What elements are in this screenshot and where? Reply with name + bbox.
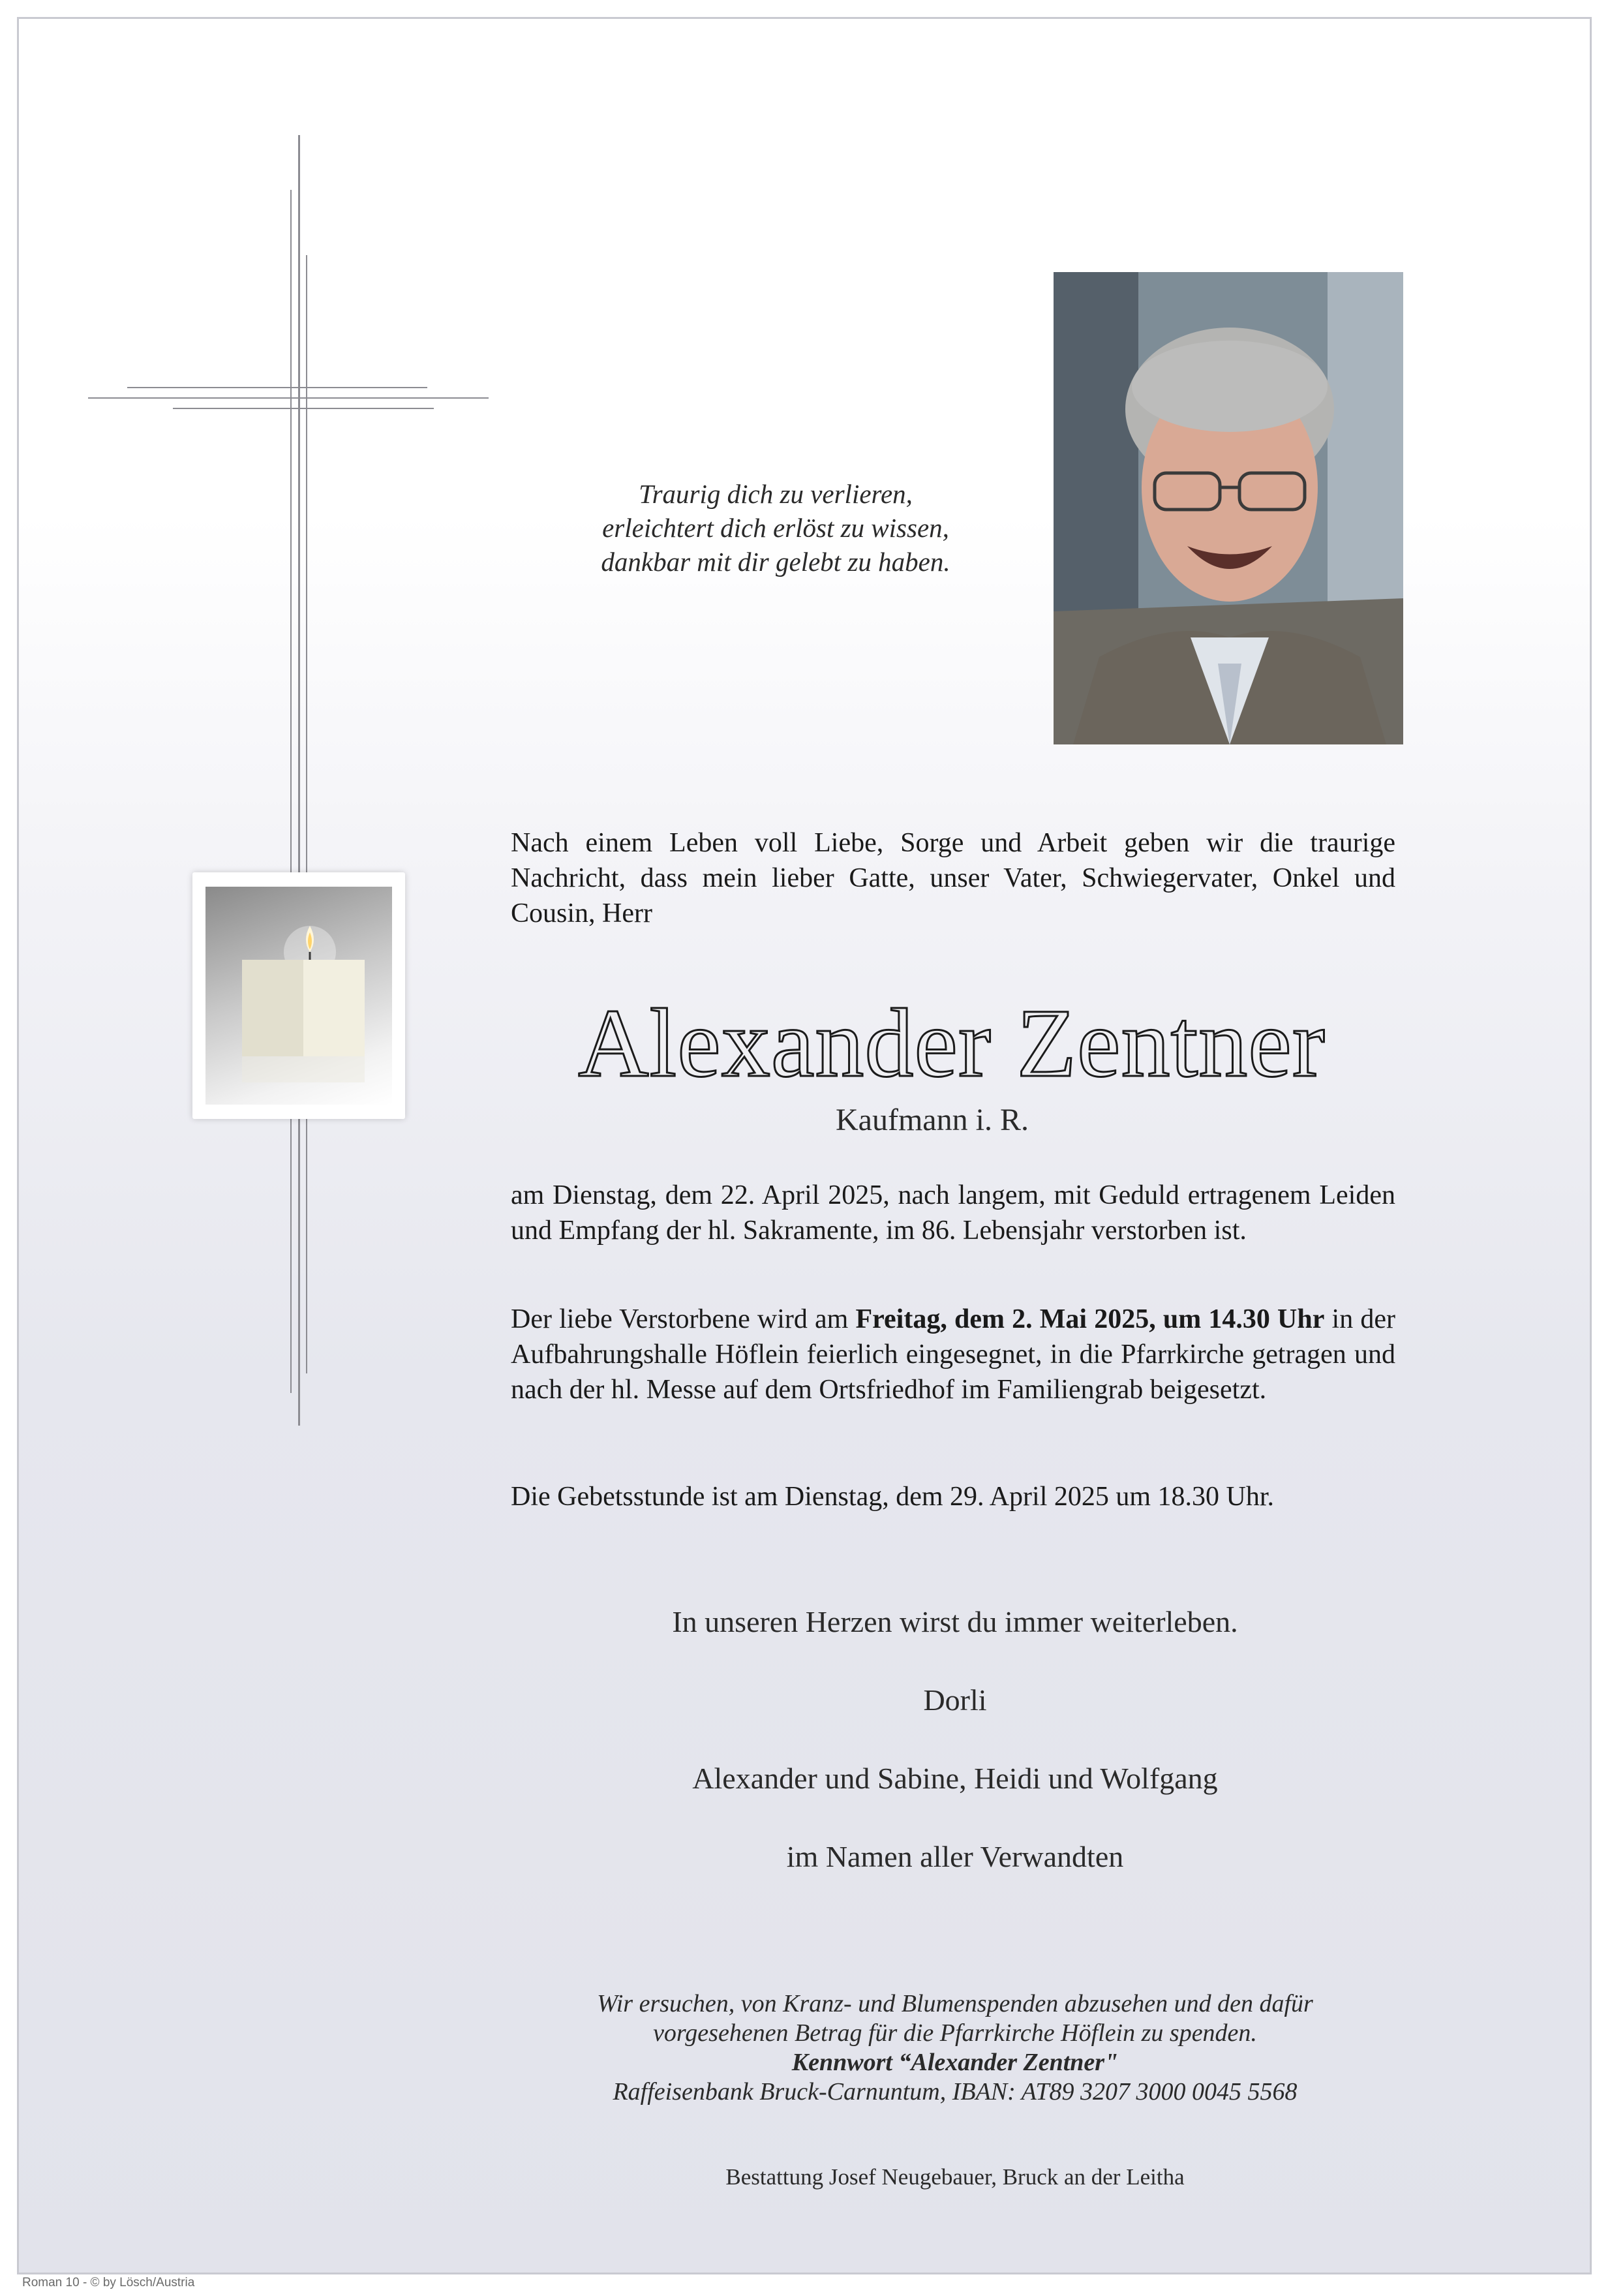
intro-text: Nach einem Leben voll Liebe, Sorge und Arbeit geben wir die traurige Nachricht, dass mein lieber Gatte, unser Vater, Schwiegervater, Onkel und Cousin, Herr	[511, 828, 1395, 928]
print-credit: Roman 10 - © by Lösch/Austria	[22, 2276, 195, 2289]
funeral-info: Der liebe Verstorbene wird am Freitag, dem 2. Mai 2025, um 14.30 Uhr in der Aufbahrungshalle Höflein feierlich eingesegnet, in die Pfarrkirche getragen und nach der hl. Messe auf dem Ortsfriedhof im Familiengrab beigesetzt.	[511, 1304, 1395, 1405]
deceased-name: Alexander Zentner	[578, 989, 1326, 1097]
donation-request: Wir ersuchen, von Kranz- und Blumenspenden abzusehen und den dafür vorgesehenen Betrag für die Pfarrkirche Höflein zu spenden. Kennwort “Alexander Zentner" Raffeisenbank Bruck-Carnuntum, IBAN: AT89 3207 3000 0045 5568	[515, 1989, 1395, 2107]
deceased-profession: Kaufmann i. R.	[836, 1103, 1029, 1137]
portrait-photo	[1054, 272, 1403, 744]
death-notice: am Dienstag, dem 22. April 2025, nach langem, mit Geduld ertragenem Leiden und Empfang der hl. Sakramente, im 86. Lebensjahr verstorben ist.	[511, 1180, 1395, 1246]
candle-icon	[205, 887, 392, 1105]
mourner-spouse: Dorli	[923, 1683, 987, 1717]
candle-card	[192, 872, 405, 1119]
funeral-datetime: Freitag, dem 2. Mai 2025, um 14.30 Uhr	[855, 1304, 1325, 1334]
mourner-children: Alexander und Sabine, Heidi und Wolfgang	[692, 1762, 1218, 1795]
donation-keyword: Kennwort “Alexander Zentner"	[791, 2049, 1119, 2076]
donation-bank: Raffeisenbank Bruck-Carnuntum, IBAN: AT89 3207 3000 0045 5568	[613, 2078, 1298, 2105]
prayer-hour: Die Gebetsstunde ist am Dienstag, dem 29. April 2025 um 18.30 Uhr.	[511, 1482, 1275, 1512]
mourner-relatives: im Namen aller Verwandten	[786, 1840, 1124, 1873]
obituary-sheet	[17, 17, 1592, 2274]
undertaker: Bestattung Josef Neugebauer, Bruck an der Leitha	[725, 2164, 1185, 2190]
mourners-motto: In unseren Herzen wirst du immer weiterleben.	[672, 1605, 1238, 1638]
memorial-quote: Traurig dich zu verlieren, erleichtert dich erlöst zu wissen, dankbar mit dir gelebt zu haben.	[601, 479, 950, 577]
